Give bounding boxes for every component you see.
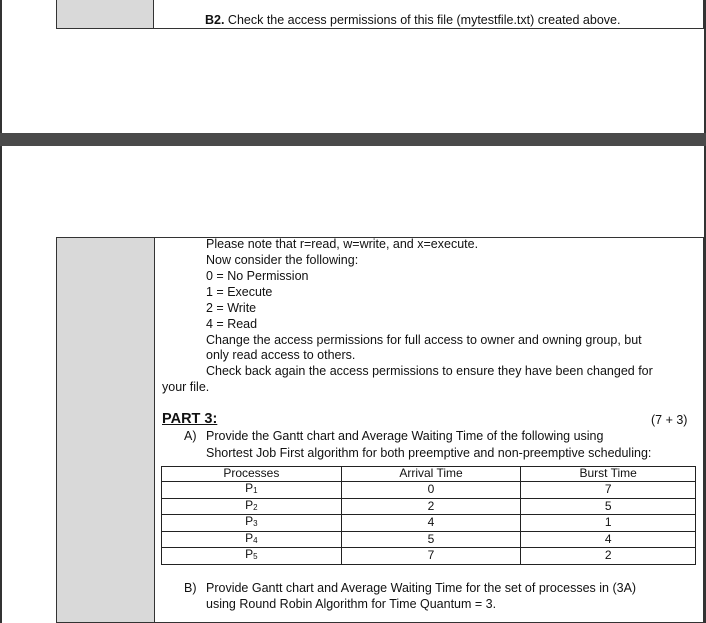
burst-cell: 7 [521, 482, 696, 499]
question-a-line-2: Shortest Job First algorithm for both preemptive and non-preemptive scheduling: [206, 446, 652, 460]
note-line-5: 2 = Write [206, 301, 257, 315]
b2-question [205, 12, 620, 28]
header-arrival-time: Arrival Time [341, 467, 521, 482]
table-row [162, 498, 696, 515]
question-b-line-2: using Round Robin Algorithm for Time Quantum = 3. [206, 597, 497, 611]
question-a-label: A) [184, 429, 197, 443]
part3-marks: (7 + 3) [651, 413, 688, 427]
burst-cell: 4 [521, 531, 696, 548]
b2-label: B2. [205, 13, 225, 27]
process-cell: $P_3$ [162, 515, 342, 532]
arrival-cell: 7 [341, 548, 521, 565]
b2-text: Check the access permissions of this file (mytestfile.txt) created above. [224, 13, 621, 27]
burst-cell: 2 [521, 548, 696, 565]
page-separator [0, 133, 706, 146]
process-cell: $P_5$ [162, 548, 342, 565]
arrival-cell: 4 [341, 515, 521, 532]
arrival-cell: 2 [341, 498, 521, 515]
question-b-label: B) [184, 581, 197, 595]
process-cell: $P_1$ [162, 482, 342, 499]
left-gray-cell [56, 237, 155, 623]
part3-title: PART 3: [162, 411, 218, 427]
question-b-line-1: Provide Gantt chart and Average Waiting Time for the set of processes in (3A) [206, 581, 637, 595]
note-line-4: 1 = Execute [206, 285, 273, 299]
note-line-9: Check back again the access permissions to ensure they have been changed for [206, 364, 653, 378]
table-row [162, 515, 696, 532]
arrival-cell: 0 [341, 482, 521, 499]
note-line-8: only read access to others. [206, 348, 356, 362]
top-gray-cell [56, 0, 154, 29]
note-line-10: your file. [162, 380, 210, 394]
burst-cell: 5 [521, 498, 696, 515]
note-line-2: Now consider the following: [206, 253, 359, 267]
header-processes: Processes [162, 467, 342, 482]
burst-cell: 1 [521, 515, 696, 532]
table-row [162, 548, 696, 565]
note-line-3: 0 = No Permission [206, 269, 309, 283]
arrival-cell: 5 [341, 531, 521, 548]
note-line-7: Change the access permissions for full access to owner and owning group, but [206, 333, 642, 347]
process-table [161, 466, 696, 565]
question-a-line-1: Provide the Gantt chart and Average Waiting Time of the following using [206, 429, 604, 443]
process-cell: $P_4$ [162, 531, 342, 548]
header-burst-time: Burst Time [521, 467, 696, 482]
table-row [162, 482, 696, 499]
note-line-6: 4 = Read [206, 317, 258, 331]
table-row [162, 531, 696, 548]
note-line-1: Please note that r=read, w=write, and x=execute. [206, 237, 479, 251]
process-cell: $P_2$ [162, 498, 342, 515]
table-header-row [162, 467, 696, 482]
